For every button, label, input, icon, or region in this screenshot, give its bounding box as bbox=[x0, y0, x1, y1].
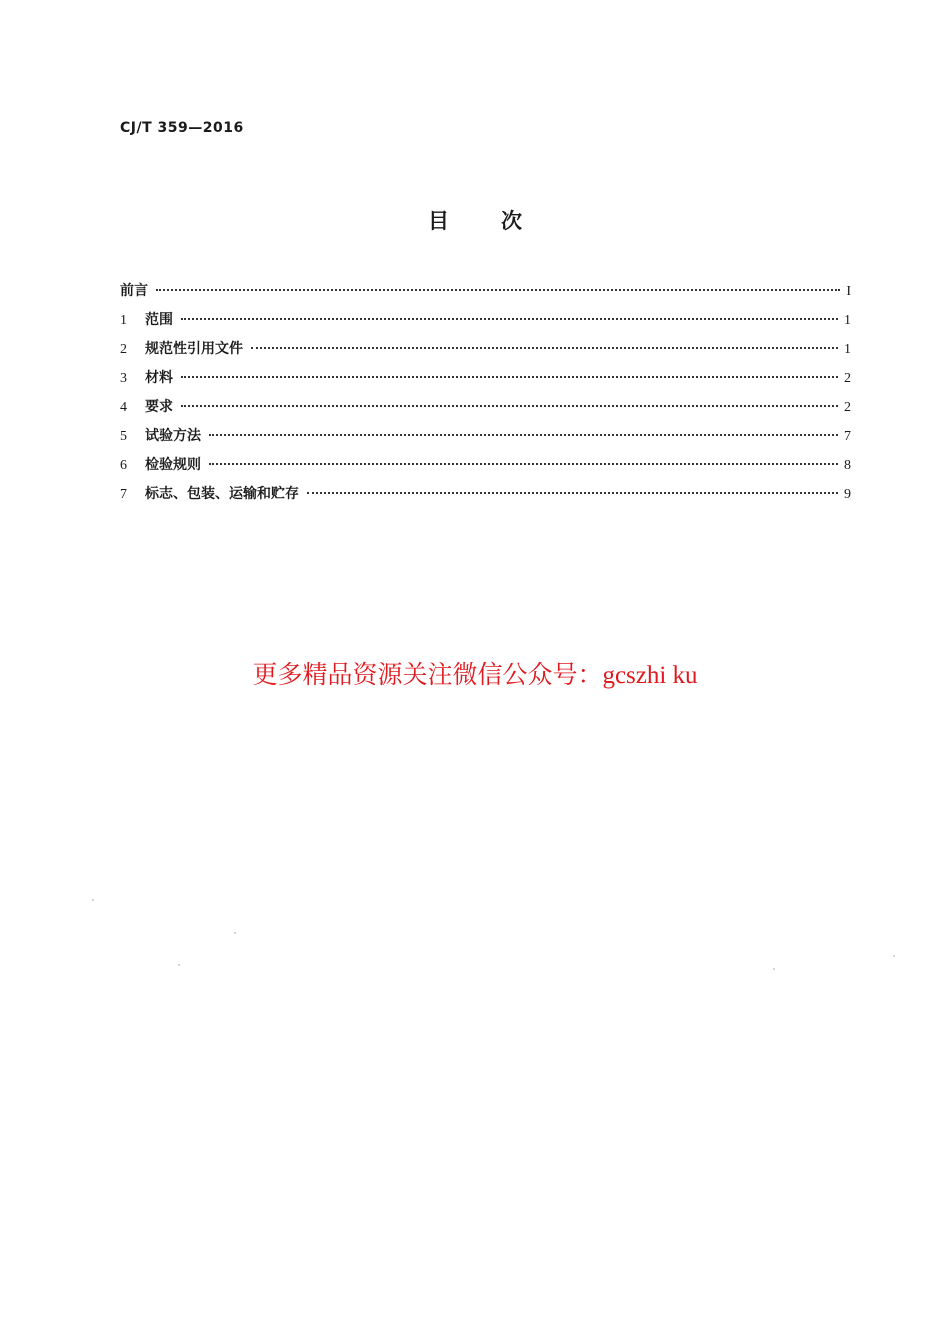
toc-entry-materials[interactable] bbox=[120, 367, 851, 396]
toc-dot-leader bbox=[156, 289, 840, 291]
toc-dot-leader bbox=[181, 318, 838, 320]
toc-entry-test-methods[interactable] bbox=[120, 425, 851, 454]
toc-entry-page: I bbox=[846, 284, 851, 299]
toc-entry-label: 标志、包装、运输和贮存 bbox=[145, 486, 299, 502]
toc-entry-label: 材料 bbox=[145, 370, 173, 386]
toc-entry-page: 9 bbox=[844, 487, 851, 502]
toc-entry-label: 要求 bbox=[145, 399, 173, 415]
scan-speck bbox=[893, 955, 895, 957]
scan-speck bbox=[92, 899, 94, 901]
toc-dot-leader bbox=[181, 405, 838, 407]
toc-entry-preface[interactable] bbox=[120, 280, 851, 309]
toc-entry-number: 1 bbox=[120, 313, 127, 328]
toc-dot-leader bbox=[251, 347, 838, 349]
page-title-char-1: 目 bbox=[428, 209, 449, 233]
scan-speck bbox=[773, 968, 775, 970]
toc-entry-label: 试验方法 bbox=[145, 428, 201, 444]
promo-watermark-text: 更多精品资源关注微信公众号：gcszhi ku bbox=[252, 662, 698, 689]
toc-entry-page: 2 bbox=[844, 400, 851, 415]
toc-entry-requirements[interactable] bbox=[120, 396, 851, 425]
toc-entry-page: 7 bbox=[844, 429, 851, 444]
toc-entry-label: 前言 bbox=[120, 283, 148, 299]
toc-entry-label: 范围 bbox=[145, 312, 173, 328]
toc-entry-page: 1 bbox=[844, 342, 851, 357]
toc-dot-leader bbox=[209, 434, 838, 436]
toc-entry-number: 5 bbox=[120, 429, 127, 444]
page-title-char-2: 次 bbox=[501, 209, 522, 233]
toc-entry-page: 1 bbox=[844, 313, 851, 328]
toc-entry-page: 2 bbox=[844, 371, 851, 386]
toc-entry-label: 检验规则 bbox=[145, 457, 201, 473]
toc-entry-number: 3 bbox=[120, 371, 127, 386]
toc-entry-page: 8 bbox=[844, 458, 851, 473]
scan-speck bbox=[234, 932, 236, 934]
page-title bbox=[0, 205, 950, 235]
toc-entry-normative-references[interactable] bbox=[120, 338, 851, 367]
toc-entry-inspection-rules[interactable] bbox=[120, 454, 851, 483]
table-of-contents bbox=[120, 280, 851, 512]
toc-entry-scope[interactable] bbox=[120, 309, 851, 338]
scan-speck bbox=[178, 964, 180, 966]
toc-entry-number: 2 bbox=[120, 342, 127, 357]
toc-dot-leader bbox=[307, 492, 838, 494]
standard-code: CJ/T 359—2016 bbox=[120, 120, 244, 136]
toc-entry-label: 规范性引用文件 bbox=[145, 341, 243, 357]
toc-entry-marking-packaging[interactable] bbox=[120, 483, 851, 512]
toc-entry-number: 7 bbox=[120, 487, 127, 502]
toc-entry-number: 4 bbox=[120, 400, 127, 415]
toc-entry-number: 6 bbox=[120, 458, 127, 473]
toc-dot-leader bbox=[181, 376, 838, 378]
toc-dot-leader bbox=[209, 463, 838, 465]
